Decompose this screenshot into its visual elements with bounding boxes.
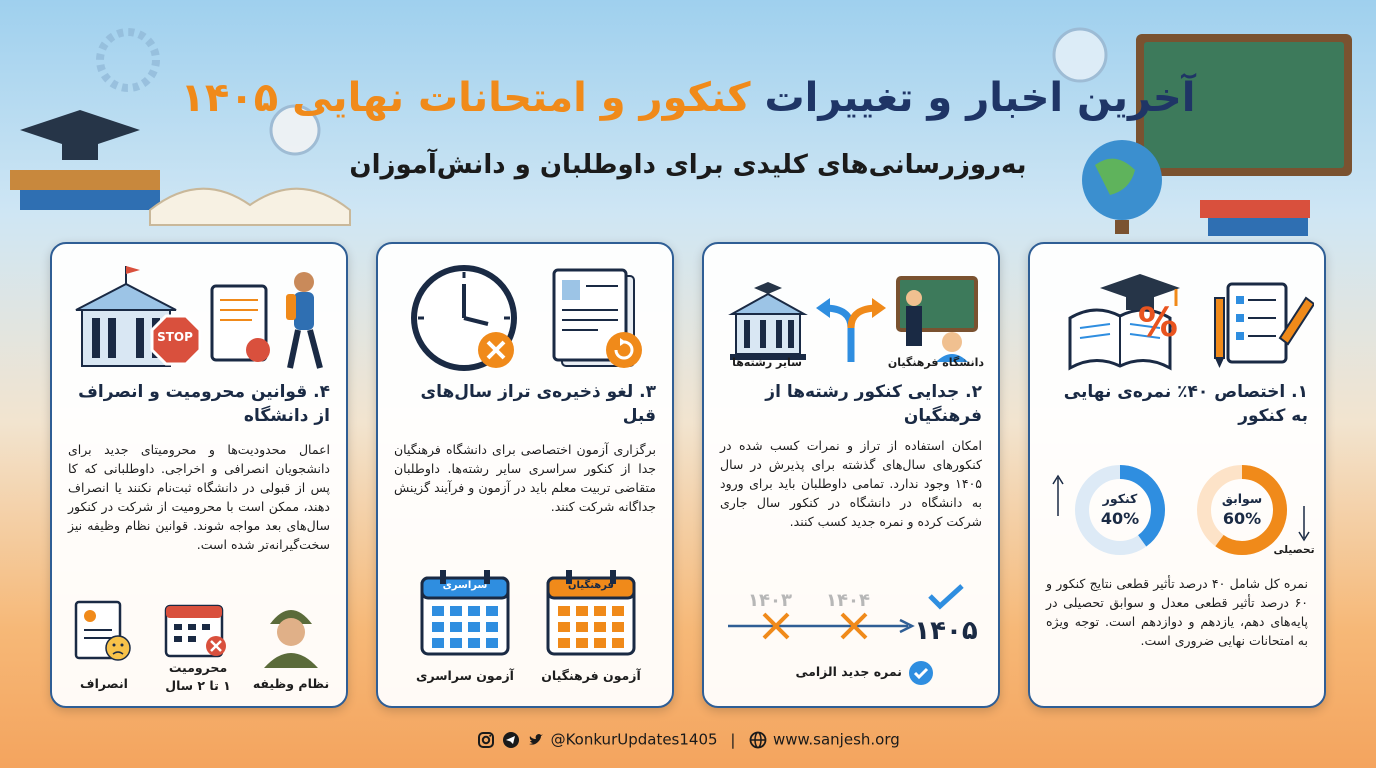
walking-student-icon (286, 272, 320, 368)
footer-separator: | (730, 730, 736, 749)
card-title: ۱. اختصاص ۴۰٪ نمره‌ی نهایی به کنکور (1063, 382, 1308, 426)
card-body: نمره کل شامل ۴۰ درصد تأثیر قطعی نتایج کنکور و ۶۰ درصد تأثیر قطعی معدل و سوابق تحصیلی در پایه‌های دهم، یازدهم و دوازدهم است. توجه ویژه به امتحانات نهایی ضروری است. (1046, 576, 1309, 648)
mandatory-label: نمره جدید الزامی (795, 664, 902, 679)
card-body: اعمال محدودیت‌ها و محرومیتای جدید برای دانشجویان انصرافی و اخراجی. داوطلبانی که کا پس از قبولی در دانشگاه ثبت‌نام نکنند یا انصراف دهند، ممکن است با محرومیت از شرکت در کنکور سال‌های بعد مواجه شوند. قوانین نظام وظیفه نیز سخت‌گیرانه‌تر شده است. (68, 442, 330, 552)
refresh-icon (606, 332, 642, 368)
fork-arrows-icon (816, 298, 886, 362)
footer (0, 730, 1376, 749)
year-1403: ۱۴۰۳ (748, 590, 792, 611)
donut-konkur-label: کنکور 40% (1100, 491, 1140, 528)
ban-label-line2: ۱ تا ۲ سال (165, 678, 231, 693)
document-seal-icon (212, 286, 270, 362)
card-ban-withdrawal (50, 242, 348, 708)
label-farhangian-university: دانشگاه فرهنگیان (887, 356, 985, 369)
instagram-icon[interactable] (477, 731, 495, 749)
calendar-sarasari-header: سراسری (442, 580, 488, 591)
soldier-icon (258, 598, 324, 668)
card-separation (702, 242, 1000, 708)
clock-document-illustration (388, 258, 662, 378)
globe-icon (749, 731, 767, 749)
year-1404: ۱۴۰۴ (826, 590, 870, 611)
withdrawal-document-icon (72, 598, 136, 664)
calendar-farhangian-header: فرهنگیان (568, 580, 614, 591)
calendar-sarasari-label: آزمون سراسری (416, 668, 514, 683)
books-grades-illustration (1040, 258, 1314, 378)
ban-label-line1: محرومیت (168, 660, 228, 675)
check-circle-icon (908, 660, 934, 686)
social-handle[interactable]: @KonkurUpdates1405 (550, 730, 718, 749)
title-part-highlight: کنکور و امتحانات نهایی ۱۴۰۵ (180, 75, 751, 121)
stop-text: STOP (157, 330, 193, 344)
year-1405: ۱۴۰۵ (914, 616, 978, 646)
cancel-x-icon (478, 332, 514, 368)
percent-sign: % (1137, 300, 1178, 346)
card-title: ۲. جدایی کنکور رشته‌ها از فرهنگیان (765, 382, 982, 426)
calendar-ban-icon (162, 600, 232, 660)
calendar-farhangian-label: آزمون فرهنگیان (541, 668, 641, 683)
label-other-majors: سایر رشته‌ها (732, 356, 802, 369)
card-cancel-taraz (376, 242, 674, 708)
telegram-icon[interactable] (502, 731, 520, 749)
teacher-classroom-icon (898, 278, 976, 362)
mandatory-row (774, 660, 934, 688)
checkmark-icon (930, 586, 962, 606)
withdrawal-label: انصراف (80, 676, 128, 691)
page-subtitle: به‌روزرسانی‌های کلیدی برای داوطلبان و دانش‌آموزان (349, 150, 1027, 180)
card-konkur-share (1028, 242, 1326, 708)
card-body: امکان استفاده از تراز و نمرات کسب شده در کنکورهای سال‌های گذشته برای پذیرش در سال ۱۴۰۵ وجود ندارد. تمامی داوطلبان باید برای ورود به دانشگاه در دانشگاه در کنکور سال جاری شرکت کرده و نمره جدید کسب کنند. (720, 438, 982, 529)
page-title (0, 68, 1376, 128)
military-service-label: نظام وظیفه (252, 676, 330, 691)
card-body: برگزاری آزمون اختصاصی برای دانشگاه فرهنگیان جدا از کنکور سراسری سایر رشته‌ها. داوطلبان متقاضی تربیت معلم باید در آزمون و فرآیند گزینش جداگانه شرکت کنند. (394, 442, 656, 514)
twitter-icon[interactable] (527, 731, 545, 749)
checklist-icon (1228, 284, 1286, 362)
card-title: ۴. قوانین محرومیت و انصراف از دانشگاه (78, 382, 330, 426)
university-stop-illustration (62, 258, 336, 378)
card-title: ۳. لغو ذخیره‌ی تراز سال‌های قبل (420, 382, 656, 426)
university-building-icon (730, 282, 806, 360)
website-link[interactable]: www.sanjesh.org (772, 730, 900, 749)
tahsili-label: تحصیلی (1273, 544, 1315, 556)
title-part-dark: آخرین اخبار و تغییرات (764, 75, 1196, 121)
donut-savabegh-label: سوابق 60% (1221, 491, 1263, 528)
